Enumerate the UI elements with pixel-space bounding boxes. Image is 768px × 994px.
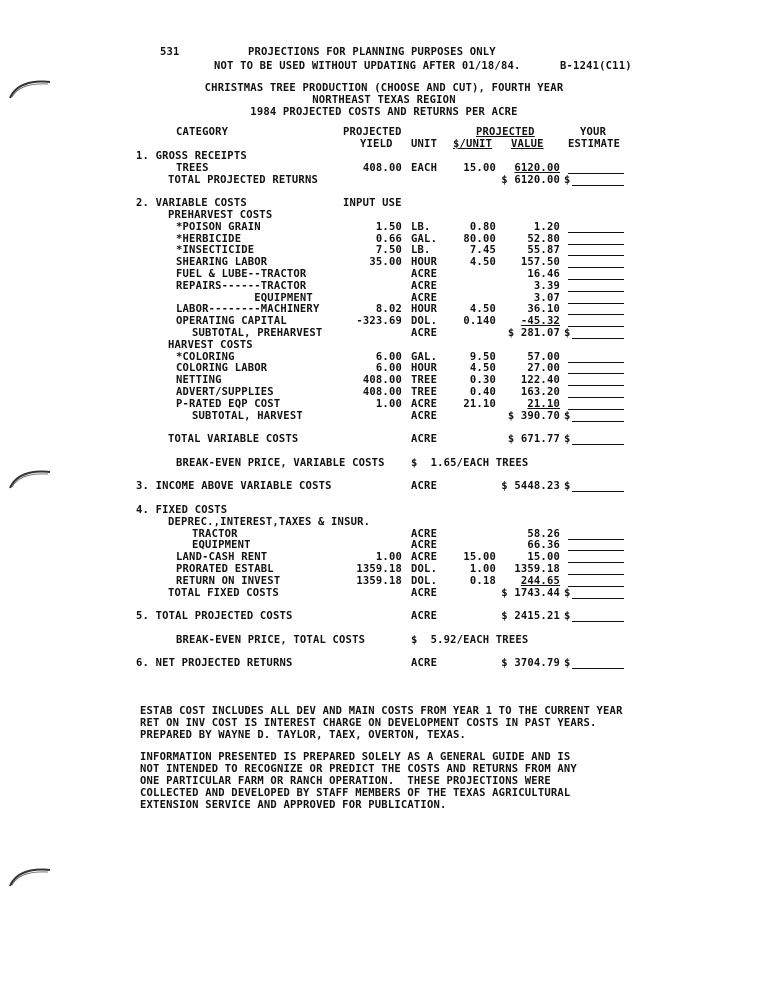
estimate-dollar-sign: $ [564,657,571,669]
table-row [0,150,768,162]
row-price-per-unit: 0.18 [469,575,496,587]
row-price-per-unit: 4.50 [469,303,496,315]
row-unit: ACRE [411,327,438,339]
col-header-your: YOUR [580,126,607,138]
row-category: TOTAL VARIABLE COSTS [168,433,299,445]
row-price-per-unit: 80.00 [463,233,496,245]
row-unit: ACRE [411,410,438,422]
table-row [0,551,768,563]
row-unit: DOL. [411,563,438,575]
note-line: ESTAB COST INCLUDES ALL DEV AND MAIN COSTS FROM YEAR 1 TO THE CURRENT YEAR [140,705,623,717]
table-row [0,433,768,445]
row-yield: 6.00 [375,351,402,363]
table-row [0,610,768,622]
table-row [0,563,768,575]
title-line-1: CHRISTMAS TREE PRODUCTION (CHOOSE AND CUT), FOURTH YEAR [204,82,564,94]
row-category: COLORING LABOR [176,362,268,374]
row-category: TOTAL FIXED COSTS [168,587,279,599]
row-category: OPERATING CAPITAL [176,315,287,327]
table-row [0,221,768,233]
table-row [0,657,768,669]
table-row [0,622,768,634]
row-price-per-unit: 15.00 [463,551,496,563]
row-value: 16.46 [527,268,560,280]
row-yield: 1359.18 [356,563,402,575]
row-value: -45.32 [520,315,560,327]
row-breakeven: $ 1.65/EACH TREES [411,457,529,469]
table-row [0,185,768,197]
row-category: BREAK-EVEN PRICE, VARIABLE COSTS [176,457,385,469]
row-category: SUBTOTAL, HARVEST [192,410,303,422]
row-value: $ 1743.44 [501,587,560,599]
row-category: SHEARING LABOR [176,256,268,268]
row-price-per-unit: 0.40 [469,386,496,398]
page-number: 531 [160,46,180,58]
table-row [0,303,768,315]
table-row [0,457,768,469]
row-unit: ACRE [411,398,438,410]
row-yield: -323.69 [356,315,402,327]
table-row [0,162,768,174]
row-value: $ 5448.23 [501,480,560,492]
row-value: $ 671.77 [507,433,560,445]
table-row [0,197,768,209]
row-category: 3. INCOME ABOVE VARIABLE COSTS [136,480,332,492]
table-row [0,480,768,492]
table-row [0,398,768,410]
table-row [0,374,768,386]
row-category: EQUIPMENT [192,539,251,551]
title-line-2: NORTHEAST TEXAS REGION [312,94,456,106]
col-header-estimate: ESTIMATE [568,138,621,150]
row-price-per-unit: 0.140 [463,315,496,327]
disclaimer-block [140,751,680,811]
row-value: 57.00 [527,351,560,363]
estimate-dollar-sign: $ [564,174,571,186]
disclaimer-line: COLLECTED AND DEVELOPED BY STAFF MEMBERS OF THE TEXAS AGRICULTURAL [140,787,571,799]
row-value: 244.65 [520,575,560,587]
table-row [0,504,768,516]
row-value: 36.10 [527,303,560,315]
row-category: *HERBICIDE [176,233,242,245]
row-unit: LB. [411,244,431,256]
row-unit: ACRE [411,657,438,669]
row-price-per-unit: 15.00 [463,162,496,174]
row-unit: ACRE [411,280,438,292]
row-unit: LB. [411,221,431,233]
disclaimer-line: NOT INTENDED TO RECOGNIZE OR PREDICT THE COSTS AND RETURNS FROM ANY [140,763,577,775]
row-yield: 1.50 [375,221,402,233]
table-row [0,421,768,433]
row-yield: 6.00 [375,362,402,374]
row-unit: DOL. [411,575,438,587]
row-value: 52.80 [527,233,560,245]
punch-mark-bottom [8,866,52,888]
row-value: 3.07 [533,292,560,304]
note-line: RET ON INV COST IS INTEREST CHARGE ON DEVELOPMENT COSTS IN PAST YEARS. [140,717,597,729]
row-yield-text: INPUT USE [343,197,402,209]
row-unit: ACRE [411,292,438,304]
row-category: RETURN ON INVEST [176,575,281,587]
row-value: 66.36 [527,539,560,551]
row-unit: TREE [411,386,438,398]
estimate-dollar-sign: $ [564,480,571,492]
col-header-per-unit: $/UNIT [453,138,493,150]
row-category: P-RATED EQP COST [176,398,281,410]
table-row [0,386,768,398]
col-header-value: VALUE [511,138,544,150]
document-code: B-1241(C11) [560,60,632,72]
row-value: 55.87 [527,244,560,256]
row-value: 27.00 [527,362,560,374]
row-unit: ACRE [411,528,438,540]
row-value: 58.26 [527,528,560,540]
row-category: REPAIRS------TRACTOR [176,280,307,292]
row-breakeven: $ 5.92/EACH TREES [411,634,529,646]
row-category: TOTAL PROJECTED RETURNS [168,174,318,186]
row-category: *POISON GRAIN [176,221,261,233]
row-value: $ 281.07 [507,327,560,339]
title-line-3: 1984 PROJECTED COSTS AND RETURNS PER ACRE [250,106,518,118]
row-category: FUEL & LUBE--TRACTOR [176,268,307,280]
header-line-1: PROJECTIONS FOR PLANNING PURPOSES ONLY [248,46,496,58]
row-value: 1.20 [533,221,560,233]
row-value: 163.20 [520,386,560,398]
estimate-dollar-sign: $ [564,410,571,422]
col-header-projected-2: PROJECTED [476,126,535,138]
table-row [0,209,768,221]
row-unit: ACRE [411,539,438,551]
row-yield: 408.00 [362,162,402,174]
table-row [0,598,768,610]
row-unit: ACRE [411,551,438,563]
estimate-dollar-sign: $ [564,587,571,599]
row-yield: 1.00 [375,551,402,563]
row-category: *INSECTICIDE [176,244,255,256]
row-category: NETTING [176,374,222,386]
row-yield: 35.00 [369,256,402,268]
row-category: 1. GROSS RECEIPTS [136,150,247,162]
row-unit: GAL. [411,233,438,245]
table-row [0,327,768,339]
row-category: PREHARVEST COSTS [168,209,273,221]
table-row [0,256,768,268]
row-category: TRACTOR [192,528,238,540]
row-yield: 1.00 [375,398,402,410]
row-category: 6. NET PROJECTED RETURNS [136,657,293,669]
row-category: ADVERT/SUPPLIES [176,386,274,398]
row-unit: DOL. [411,315,438,327]
col-header-unit: UNIT [411,138,438,150]
row-value: $ 2415.21 [501,610,560,622]
col-header-projected: PROJECTED [343,126,402,138]
row-value: 15.00 [527,551,560,563]
table-row [0,244,768,256]
row-value: 3.39 [533,280,560,292]
row-yield: 8.02 [375,303,402,315]
row-price-per-unit: 9.50 [469,351,496,363]
header-line-2: NOT TO BE USED WITHOUT UPDATING AFTER 01/18/84. [214,60,521,72]
table-row [0,575,768,587]
row-price-per-unit: 4.50 [469,362,496,374]
row-category: LAND-CASH RENT [176,551,268,563]
row-category: EQUIPMENT [176,292,313,304]
row-price-per-unit: 0.80 [469,221,496,233]
row-category: 2. VARIABLE COSTS [136,197,247,209]
table-row [0,516,768,528]
row-value: 6120.00 [514,162,560,174]
table-row [0,362,768,374]
row-category: PRORATED ESTABL [176,563,274,575]
table-row [0,339,768,351]
table-row [0,492,768,504]
row-unit: HOUR [411,303,438,315]
row-yield: 408.00 [362,374,402,386]
row-value: 157.50 [520,256,560,268]
punch-mark-middle [8,468,52,490]
your-estimate-field[interactable] [572,668,624,669]
table-row [0,315,768,327]
row-category: 4. FIXED COSTS [136,504,228,516]
row-unit: ACRE [411,268,438,280]
row-price-per-unit: 21.10 [463,398,496,410]
row-value: 122.40 [520,374,560,386]
row-category: TREES [176,162,209,174]
row-price-per-unit: 4.50 [469,256,496,268]
row-unit: HOUR [411,362,438,374]
row-unit: ACRE [411,480,438,492]
row-unit: GAL. [411,351,438,363]
estimate-dollar-sign: $ [564,610,571,622]
note-line: PREPARED BY WAYNE D. TAYLOR, TAEX, OVERTON, TEXAS. [140,729,467,741]
table-row [0,539,768,551]
row-value: 1359.18 [514,563,560,575]
row-unit: ACRE [411,587,438,599]
disclaimer-line: ONE PARTICULAR FARM OR RANCH OPERATION. THESE PROJECTIONS WERE [140,775,551,787]
estimate-dollar-sign: $ [564,433,571,445]
disclaimer-line: INFORMATION PRESENTED IS PREPARED SOLELY AS A GENERAL GUIDE AND IS [140,751,571,763]
row-unit: ACRE [411,610,438,622]
table-row [0,445,768,457]
row-value: $ 390.70 [507,410,560,422]
row-yield: 7.50 [375,244,402,256]
row-category: 5. TOTAL PROJECTED COSTS [136,610,293,622]
row-yield: 408.00 [362,386,402,398]
row-value: $ 3704.79 [501,657,560,669]
row-value: $ 6120.00 [501,174,560,186]
row-yield: 1359.18 [356,575,402,587]
row-yield: 0.66 [375,233,402,245]
row-price-per-unit: 1.00 [469,563,496,575]
table-row [0,280,768,292]
row-category: LABOR--------MACHINERY [176,303,320,315]
row-price-per-unit: 7.45 [469,244,496,256]
table-row [0,634,768,646]
col-header-category: CATEGORY [176,126,229,138]
estimate-dollar-sign: $ [564,327,571,339]
row-category: *COLORING [176,351,235,363]
row-category: BREAK-EVEN PRICE, TOTAL COSTS [176,634,366,646]
row-price-per-unit: 0.30 [469,374,496,386]
row-unit: TREE [411,374,438,386]
row-value: 21.10 [527,398,560,410]
row-unit: EACH [411,162,438,174]
table-row [0,268,768,280]
row-unit: HOUR [411,256,438,268]
disclaimer-line: EXTENSION SERVICE AND APPROVED FOR PUBLICATION. [140,799,447,811]
row-unit: ACRE [411,433,438,445]
notes-block [140,705,680,741]
row-category: DEPREC.,INTEREST,TAXES & INSUR. [168,516,371,528]
row-category: SUBTOTAL, PREHARVEST [192,327,323,339]
punch-mark-top [8,78,52,100]
row-category: HARVEST COSTS [168,339,253,351]
col-header-yield: YIELD [360,138,393,150]
